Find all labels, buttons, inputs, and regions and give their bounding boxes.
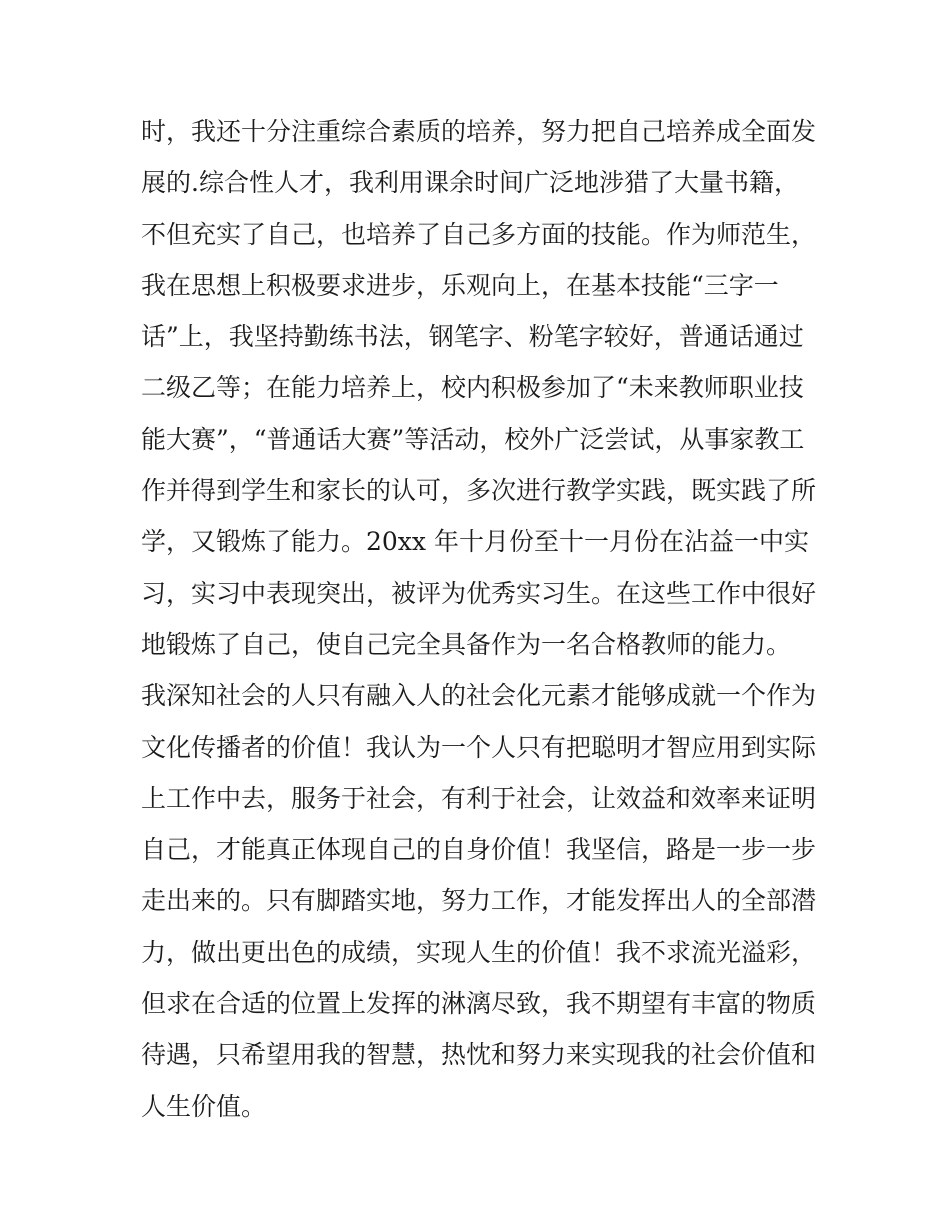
text-line: 文化传播者的价值！我认为一个人只有把聪明才智应用到实际 (141, 732, 817, 762)
text-line: 能大赛”，“普通话大赛”等活动，校外广泛尝试，从事家教工 (141, 424, 805, 454)
text-line: 我在思想上积极要求进步，乐观向上，在基本技能“三字一 (141, 270, 779, 300)
text-line: 不但充实了自己，也培养了自己多方面的技能。作为师范生， (141, 219, 817, 249)
text-line: 作并得到学生和家长的认可，多次进行教学实践，既实践了所 (141, 476, 817, 506)
text-line: 但求在合适的位置上发挥的淋漓尽致，我不期望有丰富的物质 (141, 989, 817, 1019)
text-line: 我深知社会的人只有融入人的社会化元素才能够成就一个作为 (141, 681, 817, 711)
text-line: 时，我还十分注重综合素质的培养，努力把自己培养成全面发 (141, 117, 817, 146)
text-line: 习，实习中表现突出，被评为优秀实习生。在这些工作中很好 (141, 578, 817, 608)
text-line: 自己，才能真正体现自己的自身价值！我坚信，路是一步一步 (141, 835, 817, 865)
text-line: 展的.综合性人才，我利用课余时间广泛地涉猎了大量书籍， (141, 168, 799, 198)
text-line: 地锻炼了自己，使自己完全具备作为一名合格教师的能力。 (141, 629, 792, 659)
text-line: 二级乙等；在能力培养上，校内积极参加了“未来教师职业技 (141, 373, 804, 403)
text-line: 话”上，我坚持勤练书法，钢笔字、粉笔字较好，普通话通过 (141, 322, 804, 352)
text-line: 力，做出更出色的成绩，实现人生的价值！我不求流光溢彩， (141, 937, 817, 967)
text-line: 上工作中去，服务于社会，有利于社会，让效益和效率来证明 (141, 783, 817, 813)
body-text (141, 106, 821, 1132)
text-line: 人生价值。 (141, 1091, 267, 1121)
text-line: 待遇，只希望用我的智慧，热忱和努力来实现我的社会价值和 (141, 1040, 817, 1070)
text-line: 学，又锻炼了能力。20xx 年十月份至十一月份在沾益一中实 (141, 527, 809, 557)
text-line: 走出来的。只有脚踏实地，努力工作，才能发挥出人的全部潜 (141, 886, 817, 916)
